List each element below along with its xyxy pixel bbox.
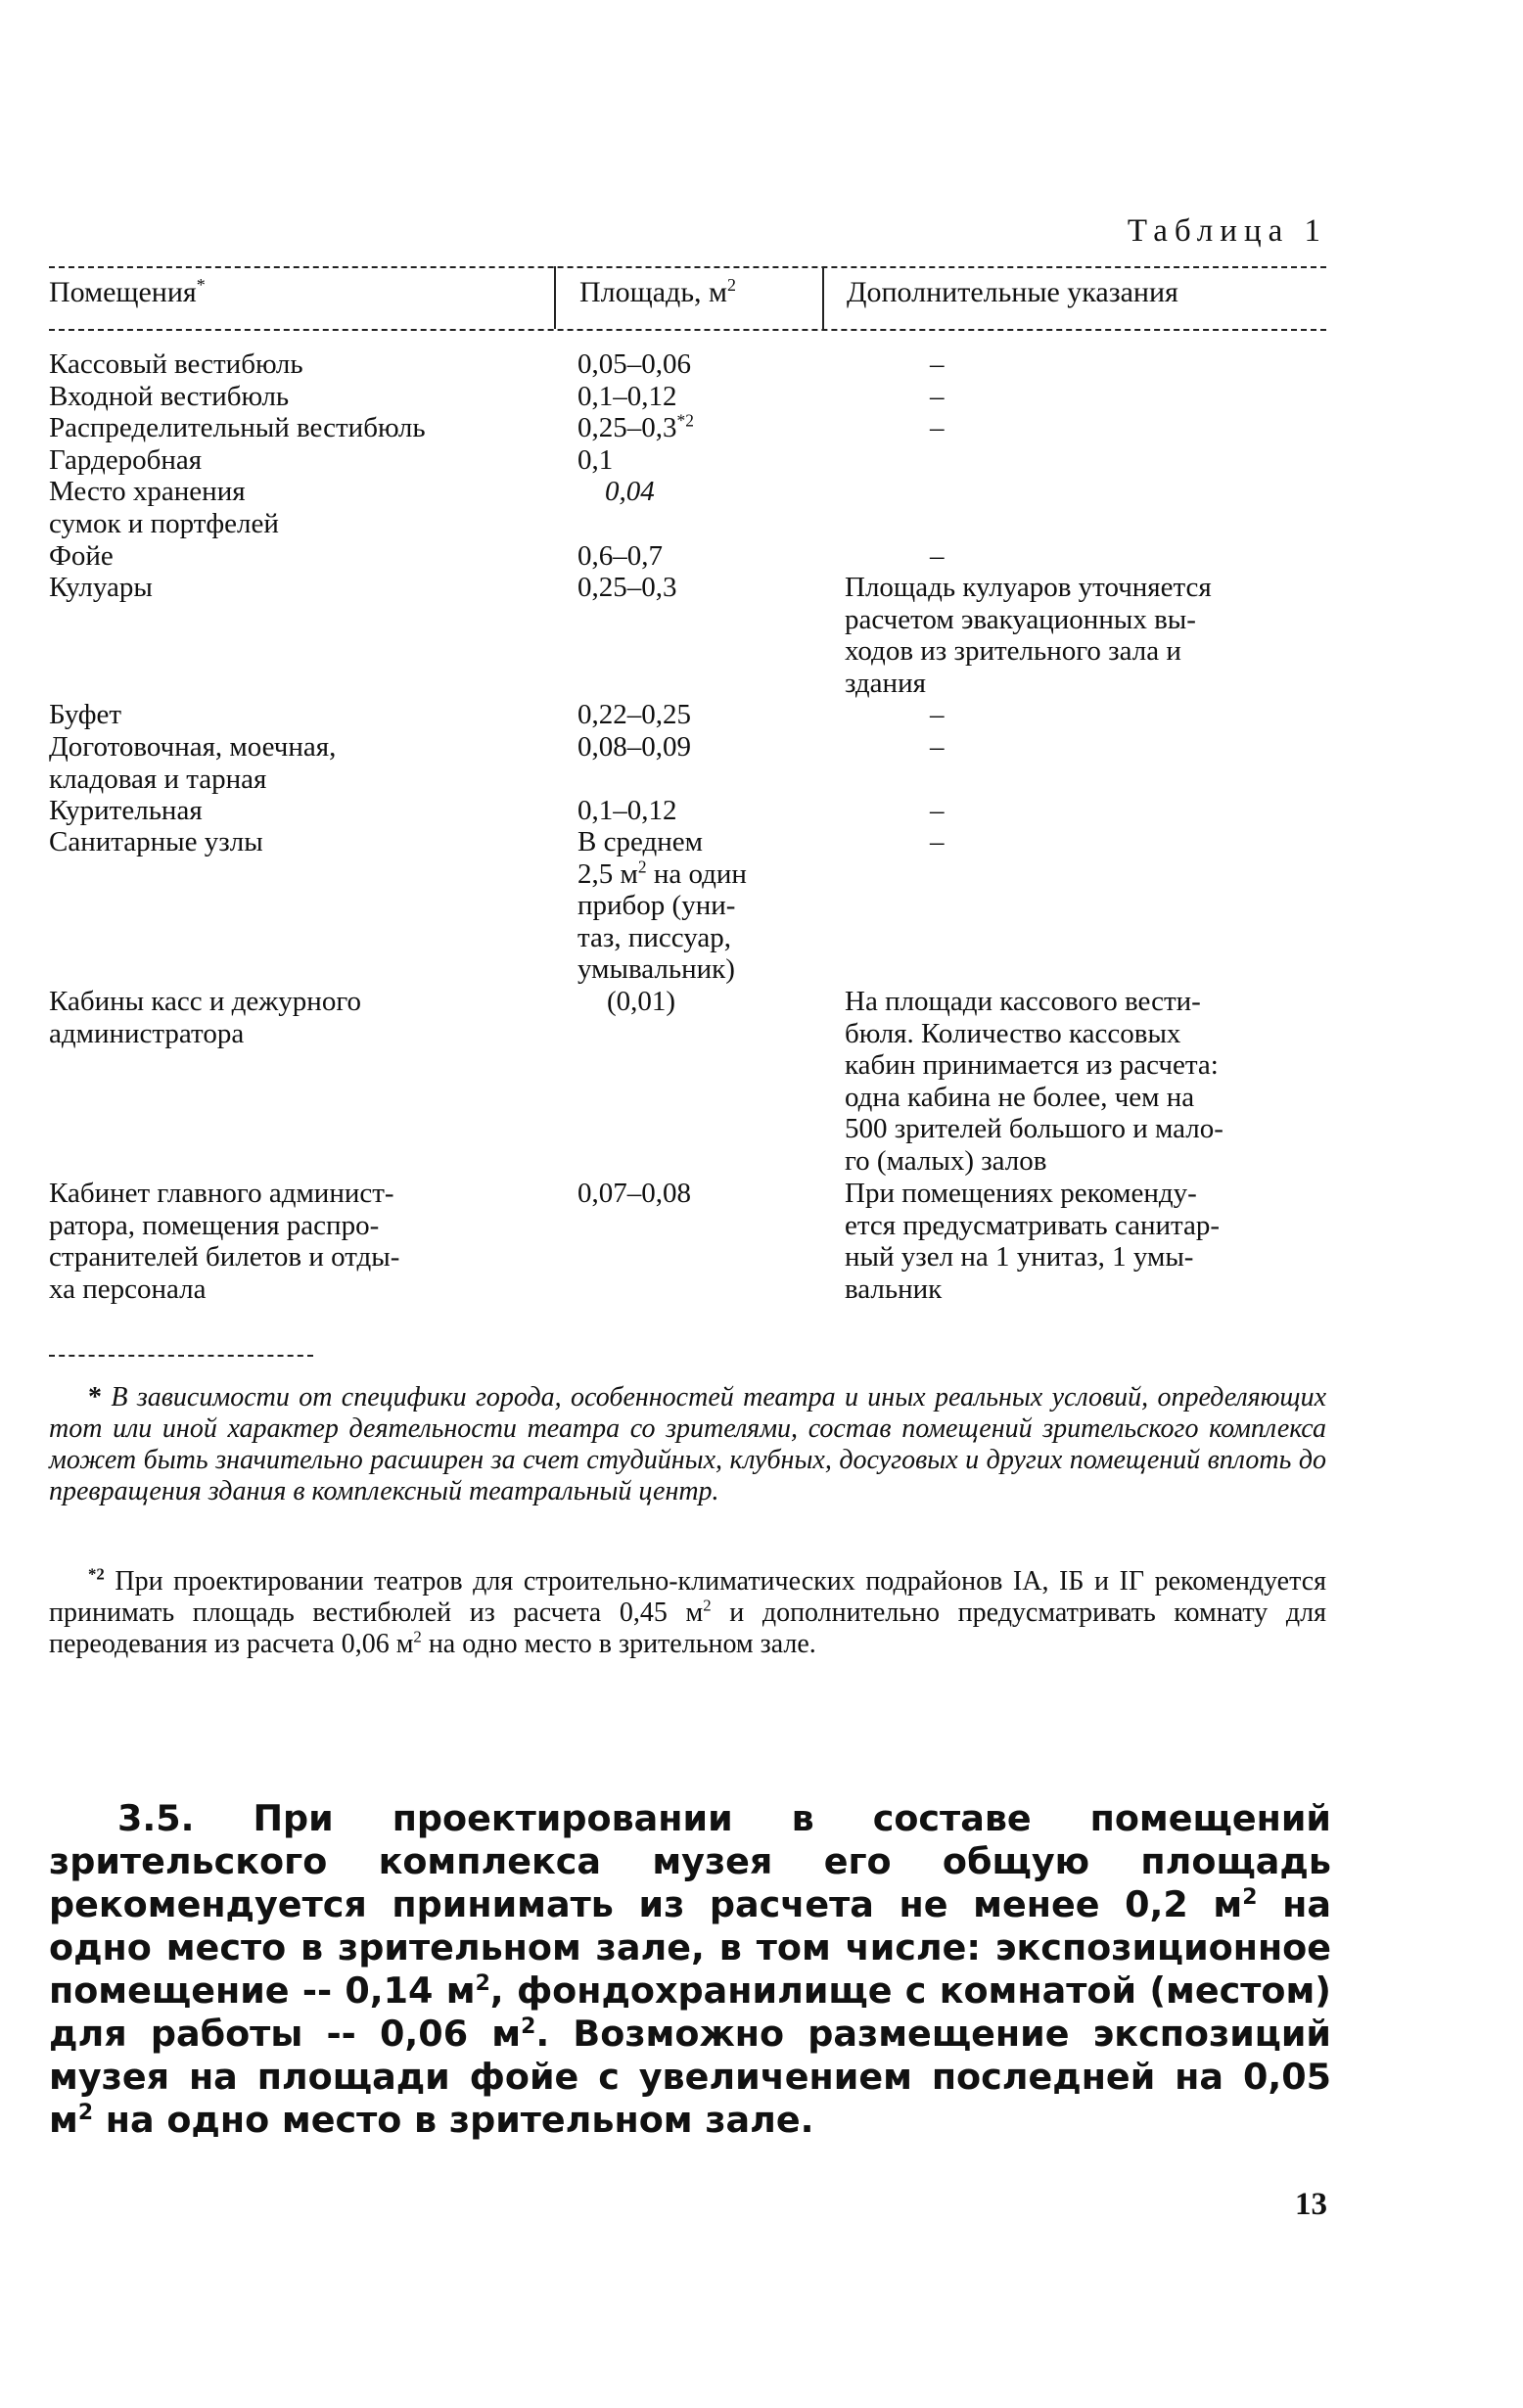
table-row-area-value: 0,25–0,3 [577,412,677,443]
table-row-room: Входной вестибюль [49,381,290,412]
table-row-room: Распределительный вестибюль [49,412,426,443]
table-col-divider-2 [822,266,824,329]
footnote-1 [49,1382,1326,1507]
table-row-note: – [930,381,945,412]
table-row-note: На площади кассового вести- бюля. Количество кассовых кабин принимается из расчета: одна кабина не более, чем на 500 зрителей большого и мало- го (малых) залов [845,986,1223,1177]
footnote-2-sup: 2 [413,1627,422,1646]
header-area-label: Площадь, м [579,276,727,308]
header-rooms-mark: * [196,275,206,295]
table-row-area-sup: 2 [637,856,647,876]
paragraph-text: При проектировании в составе помещений зрительского комплекса музея его общую площадь рекомендуется принимать из расчета не менее 0,2 м [49,1797,1331,1925]
table-row-area: 0,22–0,25 [577,699,691,730]
paragraph-text: . Возможно размещение экспозиций музея на площади фойе с увеличением последней на 0,05 м [49,2013,1331,2141]
table-row-area-part: В среднем [577,826,703,857]
paragraph-number: 3.5. [117,1797,195,1839]
table-top-rule [49,266,1326,268]
page-number: 13 [1295,2187,1327,2222]
table-row-area: (0,01) [607,986,676,1017]
paragraph-3-5 [49,1797,1331,2142]
table-row-room: Фойе [49,540,114,572]
table-row-area: 0,25–0,3 [577,572,677,603]
paragraph-sup: 2 [475,1970,490,1996]
header-rooms [49,276,206,309]
table-row-room: Место хранения сумок и портфелей [49,476,279,539]
table-row-note: Площадь кулуаров уточняется расчетом эвакуационных вы- ходов из зрительного зала и здания [845,572,1212,699]
table-row-area: 0,04 [605,476,655,507]
table-row-note: – [930,412,945,443]
table-row-room: Курительная [49,795,203,826]
footnote-1-mark: * [88,1382,102,1412]
footnote-2 [49,1566,1326,1660]
paragraph-text: на одно место в зрительном зале, в том числе: экспозиционное помещение -- 0,14 м [49,1883,1331,2012]
paragraph-sup: 2 [521,2014,536,2039]
footnote-1-text: В зависимости от специфики города, особенностей театра и иных реальных условий, определяющих тот или иной характер деятельности театра со зрителями, состав помещений зрительского комплекса может быть значительно расширен за счет студийных, клубных, досуговых и других помещений вплоть до превращения здания в комплексный театральный центр. [49,1382,1326,1506]
table-row-note: – [930,731,945,763]
table-row-room: Кабины касс и дежурного администратора [49,986,361,1049]
header-rooms-label: Помещения [49,276,197,308]
table-row-area-mark: *2 [676,410,694,431]
footnote-2-mark: *2 [88,1564,105,1584]
table-row-note: – [930,348,945,380]
table-row-note: – [930,826,945,857]
table-row-note: – [930,540,945,572]
footnote-separator [49,1355,313,1357]
table-row-note: При помещениях рекоменду- ется предусматривать санитар- ный узел на 1 унитаз, 1 умы- вальник [845,1178,1221,1305]
table-caption: Таблица 1 [1127,213,1327,249]
table-row-area: 0,07–0,08 [577,1178,691,1209]
header-area [579,276,736,309]
table-row-room: Гардеробная [49,444,203,476]
table-row-area-part: на один [646,857,747,890]
table-row-room: Кассовый вестибюль [49,348,303,380]
table-row-area-part: прибор (уни- таз, писсуар, умывальник) [577,890,736,985]
paragraph-text: на одно место в зрительном зале. [93,2099,814,2141]
table-row-area: 0,1 [577,444,614,476]
footnote-2-text: При проектировании театров для строительно-климатических подрайонов IA, IБ и IГ рекомендуется принимать площадь вестибюлей из расчета 0,45 м [49,1566,1326,1628]
paragraph-sup: 2 [77,2100,94,2125]
footnote-2-text: и дополнительно предусматривать комнату для переодевания из расчета 0,06 м [49,1598,1326,1659]
table-row-room: Санитарные узлы [49,826,263,857]
footnote-2-sup: 2 [703,1596,712,1615]
table-row-area [577,826,822,986]
table-row-room: Доготовочная, моечная, кладовая и тарная [49,731,337,795]
paragraph-sup: 2 [1242,1884,1258,1910]
table-header-rule [49,329,1326,331]
table-row-area: 0,1–0,12 [577,381,677,412]
table-row-area: 0,08–0,09 [577,731,691,763]
header-area-sup: 2 [726,275,736,295]
table-row-note: – [930,795,945,826]
table-row-area [577,412,822,444]
table-row-room: Кабинет главного админист- ратора, помещения распро- странителей билетов и отды- ха персонала [49,1178,400,1305]
table-row-area: 0,6–0,7 [577,540,663,572]
table-row-area: 0,1–0,12 [577,795,677,826]
table-row-area-part: 2,5 м [577,857,638,890]
footnote-2-text: на одно место в зрительном зале. [421,1629,816,1659]
table-row-note: – [930,699,945,730]
header-notes: Дополнительные указания [847,276,1178,308]
table-row-area: 0,05–0,06 [577,348,691,380]
table-col-divider-1 [554,266,556,329]
table-row-room: Кулуары [49,572,153,603]
table-row-room: Буфет [49,699,122,730]
paragraph-text: , фондохранилище с комнатой (местом) для работы -- 0,06 м [49,1969,1331,2055]
